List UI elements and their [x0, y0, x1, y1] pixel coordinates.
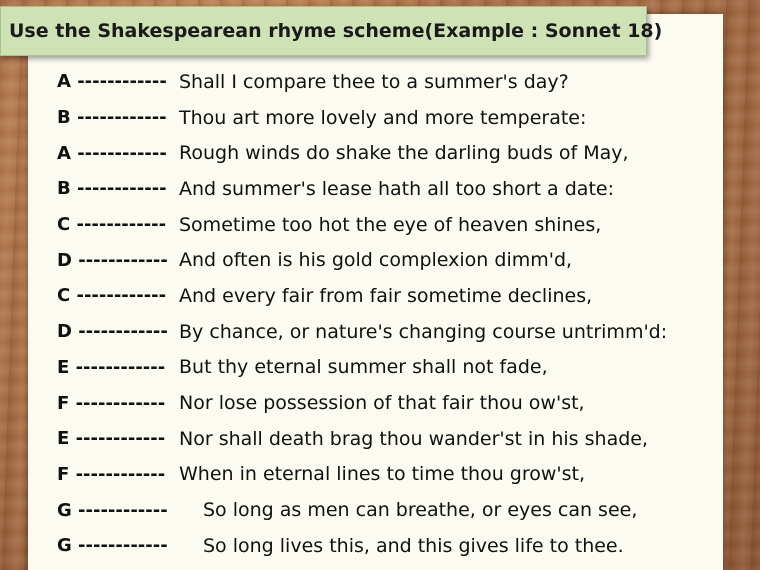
verse-text: So long lives this, and this gives life to thee. [203, 534, 624, 557]
title-banner [0, 6, 663, 56]
rhyme-label: D ------------ [57, 249, 168, 271]
sonnet-line [57, 64, 667, 100]
rhyme-label: C ------------ [57, 214, 167, 236]
banner-title: Use the Shakespearean rhyme scheme(Example : Sonnet 18) [9, 20, 663, 42]
sonnet-line [57, 385, 667, 421]
sonnet-line [57, 242, 667, 278]
sonnet-lines [57, 64, 667, 564]
rhyme-label: E ------------ [57, 428, 166, 450]
verse-text: Rough winds do shake the darling buds of May, [179, 142, 629, 165]
verse-text: Nor shall death brag thou wander'st in his shade, [179, 427, 648, 450]
sonnet-line [57, 350, 667, 386]
rhyme-label: B ------------ [57, 107, 167, 129]
verse-text: So long as men can breathe, or eyes can see, [203, 499, 638, 522]
rhyme-label: F ------------ [57, 392, 166, 414]
verse-text: By chance, or nature's changing course untrimm'd: [179, 320, 668, 343]
verse-text: Sometime too hot the eye of heaven shines, [179, 213, 602, 236]
rhyme-label: A ------------ [57, 142, 167, 164]
rhyme-label: C ------------ [57, 285, 167, 307]
verse-text: Nor lose possession of that fair thou ow'st, [179, 392, 585, 415]
sonnet-line [57, 421, 667, 457]
rhyme-label: G ------------ [57, 499, 168, 521]
sonnet-line [57, 314, 667, 350]
verse-text: When in eternal lines to time thou grow'st, [179, 463, 586, 486]
sonnet-line [57, 492, 667, 528]
verse-text: And every fair from fair sometime declines, [179, 284, 593, 307]
rhyme-label: E ------------ [57, 356, 166, 378]
rhyme-label: F ------------ [57, 463, 166, 485]
verse-text: And often is his gold complexion dimm'd, [179, 249, 573, 272]
verse-text: Shall I compare thee to a summer's day? [179, 70, 569, 93]
sonnet-line [57, 100, 667, 136]
verse-text: But thy eternal summer shall not fade, [179, 356, 548, 379]
verse-text: Thou art more lovely and more temperate: [179, 106, 587, 129]
sonnet-line [57, 207, 667, 243]
sonnet-line [57, 528, 667, 564]
rhyme-label: B ------------ [57, 178, 167, 200]
sonnet-line [57, 457, 667, 493]
rhyme-label: A ------------ [57, 71, 167, 93]
rhyme-label: G ------------ [57, 535, 168, 557]
rhyme-label: D ------------ [57, 321, 168, 343]
sonnet-line [57, 135, 667, 171]
sonnet-line [57, 171, 667, 207]
sonnet-line [57, 278, 667, 314]
verse-text: And summer's lease hath all too short a date: [179, 177, 614, 200]
